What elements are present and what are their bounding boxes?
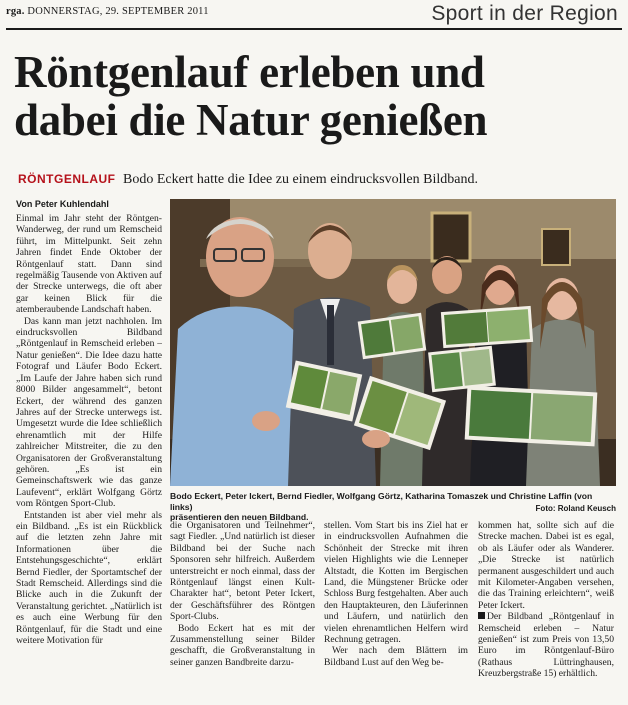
subline-text: Bodo Eckert hatte die Idee zu einem eindrucksvollen Bildband. — [123, 172, 478, 187]
issue-date: DONNERSTAG, 29. SEPTEMBER 2011 — [27, 6, 209, 17]
paragraph: Das kann man jetzt nachholen. Im eindrucksvollen Bildband „Röntgenlauf in Remscheid erleben – Natur genießen“. Die Idee dazu hatte Fotograf und Läufer Bodo Eckert. „Im Laufe der Jahre haben sich rund 8000 Bilder angesammelt“, betont Eckert, der während des ganzen Jahres auf der Strecke unterwegs ist. Umgesetzt wurde die Idee schließlich ehrenamtlich mit der Hilfe zahlreicher Mitstreiter, die zu den Organisatoren der Großveranstaltung gehören. „Es ist ein Gemeinschaftswerk wie das ganze Laufevent“, erklärt Wolfgang Görtz vom Röntgen Sport-Club. — [16, 315, 162, 510]
article-column-1 — [16, 213, 162, 703]
headline-line-2: dabei die Natur genießen — [14, 95, 488, 145]
paragraph: kommen hat, sollte sich auf die Strecke machen. Dabei ist es egal, ob als Läufer oder als Wanderer. „Die Strecke ist natürlich permanent ausgeschildert und auch mit Kilometer-Angaben versehen, die das Training erleichtern“, weiß Peter Ickert. — [478, 520, 614, 611]
paragraph: Einmal im Jahr steht der Röntgen-Wanderweg, der rund um Remscheid führt, im Mittelpunkt. Seit zehn Jahren findet Ende Oktober der Röntgenlauf statt. Dann sind regelmäßig Tausende von Aktiven auf der Strecke unterwegs, die oft aber gar keinen Blick für die atemberaubende Landschaft haben. — [16, 213, 162, 316]
paper-name: rga. — [6, 6, 25, 17]
article-photo — [170, 199, 616, 486]
paragraph: Bodo Eckert hat es mit der Zusammenstellung seiner Bilder geschafft, die Großveranstaltung in seiner ganzen Bandbreite darzu- — [170, 622, 315, 668]
section-title: Sport in der Region — [431, 2, 618, 25]
info-square-icon — [478, 612, 485, 619]
article-column-2 — [170, 520, 315, 703]
masthead-rule — [6, 28, 622, 30]
caption-line-2: präsentieren den neuen Bildband. — [170, 512, 309, 522]
paragraph: stellen. Vom Start bis ins Ziel hat er in eindrucksvollen Aufnahmen die Schönheit der Strecke mit ihren vielen Highlights wie die Lenneper Altstadt, die Kotten im Bergischen Land, die Müngstener Brücke oder Schloss Burg festgehalten. Aber auch den Hauptakteuren, den Läuferinnen und Läufern, und natürlich den vielen ehrenamtlichen Helfern wird Rechnung getragen. — [324, 520, 468, 646]
photo-credit: Foto: Roland Keusch — [535, 504, 616, 513]
article-column-3 — [324, 520, 468, 703]
headline — [14, 48, 614, 144]
article-column-4 — [478, 520, 614, 703]
info-text: Der Bildband „Röntgenlauf in Remscheid erleben – Natur genießen“ ist zum Preis von 13,50 Euro im Röntgenlauf-Büro (Rathaus Lüttringhausen, Kreuzbergstraße 15) erhältlich. — [478, 611, 614, 680]
masthead-date — [6, 6, 209, 17]
subline — [18, 172, 478, 188]
paragraph: Wer nach dem Blättern im Bildband Lust auf den Weg be- — [324, 645, 468, 668]
caption-line-1: Bodo Eckert, Peter Ickert, Bernd Fiedler, Wolfgang Görtz, Katharina Tomaszek und Christine Laffin (von links) — [170, 491, 593, 512]
group-photo-illustration — [170, 199, 616, 486]
byline: Von Peter Kuhlendahl — [16, 199, 109, 209]
paragraph: Entstanden ist aber viel mehr als ein Bildband. „Es ist ein Rückblick auf die letzten zehn Jahre mit Informationen über die Entstehungsgeschichte“, erklärt Bernd Fiedler, der Sportamtschef der Stadt Remscheid. Allerdings sind die Blicke auch in die Zukunft der Veranstaltung gerichtet. „Natürlich ist es auch eine Werbung für den Röntgenlauf, für die Stadt und eine weitere Motivation für — [16, 509, 162, 647]
headline-line-1: Röntgenlauf erleben und — [14, 47, 485, 97]
kicker: RÖNTGENLAUF — [18, 172, 116, 186]
info-box — [478, 611, 614, 679]
paragraph: die Organisatoren und Teilnehmer“, sagt Fiedler. „Und natürlich ist dieser Bildband bei der Suche nach Sponsoren sehr hilfreich. Außerdem unterstreicht er noch einmal, dass der Röntgenlauf längst einen Kult-Charakter hat“, betont Peter Ickert, der Geschäftsführer des Röntgen Sport-Clubs. — [170, 520, 315, 623]
